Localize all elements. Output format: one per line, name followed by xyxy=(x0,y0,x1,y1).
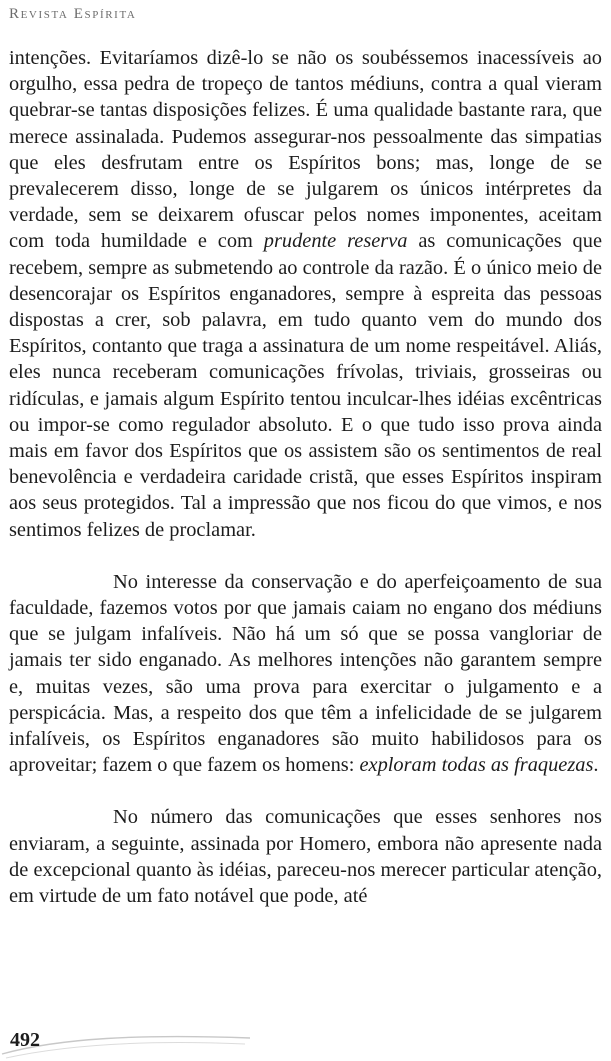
paragraph xyxy=(9,45,602,543)
paragraph xyxy=(9,569,602,779)
running-head: Revista Espírita xyxy=(9,6,137,22)
text-segment: intenções. Evitaríamos dizê-lo se não os soubéssemos inacessíveis ao orgulho, essa pedra de tropeço de tantos médiuns, contra a qual vieram quebrar-se tantas disposições felizes. É uma qualidade bastante rara, que merece assinalada. Pudemos assegurar-nos pessoalmente das simpatias que eles desfrutam entre os Espíritos bons; mas, longe de se prevalecerem disso, longe de se julgarem os únicos intérpretes da verdade, sem se deixarem ofuscar pelos nomes imponentes, aceitam com toda humildade e com xyxy=(9,47,602,253)
paragraph xyxy=(9,804,602,909)
italic-phrase: exploram todas as fraquezas xyxy=(359,754,594,777)
body-text xyxy=(9,45,602,909)
text-segment: No interesse da conservação e do aperfeiçoamento de sua faculdade, fazemos votos por que jamais caiam no engano dos médiuns que se julgam infalíveis. Não há um só que se possa vangloriar de jamais ter sido enganado. As melhores intenções não garantem sempre e, muitas vezes, são uma prova para exercitar o julgamento e a perspicácia. Mas, a respeito dos que têm a infelicidade de se julgarem infalíveis, os Espíritos enganadores são muito habilidosos para os aproveitar; fazem o que fazem os homens: xyxy=(9,570,602,777)
text-segment: No número das comunicações que esses senhores nos enviaram, a seguinte, assinada por Homero, embora não apresente nada de excepcional quanto às idéias, pareceu-nos merecer particular atenção, em virtude de um fato notável que pode, até xyxy=(9,806,602,908)
page-number: 492 xyxy=(10,1029,40,1051)
italic-phrase: prudente reserva xyxy=(263,230,408,253)
text-segment: . xyxy=(593,754,599,777)
text-segment: as comunicações que recebem, sempre as submetendo ao controle da razão. É o único meio de desencorajar os Espíritos enganadores, sempre à espreita das pessoas dispostas a crer, sob palavra, em tudo quanto vem do mundo dos Espíritos, contanto que traga a assinatura de um nome respeitável. Aliás, eles nunca receberam comunicações frívolas, triviais, grosseiras ou ridículas, e jamais algum Espírito tentou inculcar-lhes idéias excêntricas ou impor-se como regulador absoluto. E o que tudo isso prova ainda mais em favor dos Espíritos que os assistem são os sentimentos de real benevolência e verdadeira caridade cristã, que esses Espíritos inspiram aos seus protegidos. Tal a impressão que nos ficou do que vimos, e nos sentimos felizes de proclamar. xyxy=(9,230,602,541)
